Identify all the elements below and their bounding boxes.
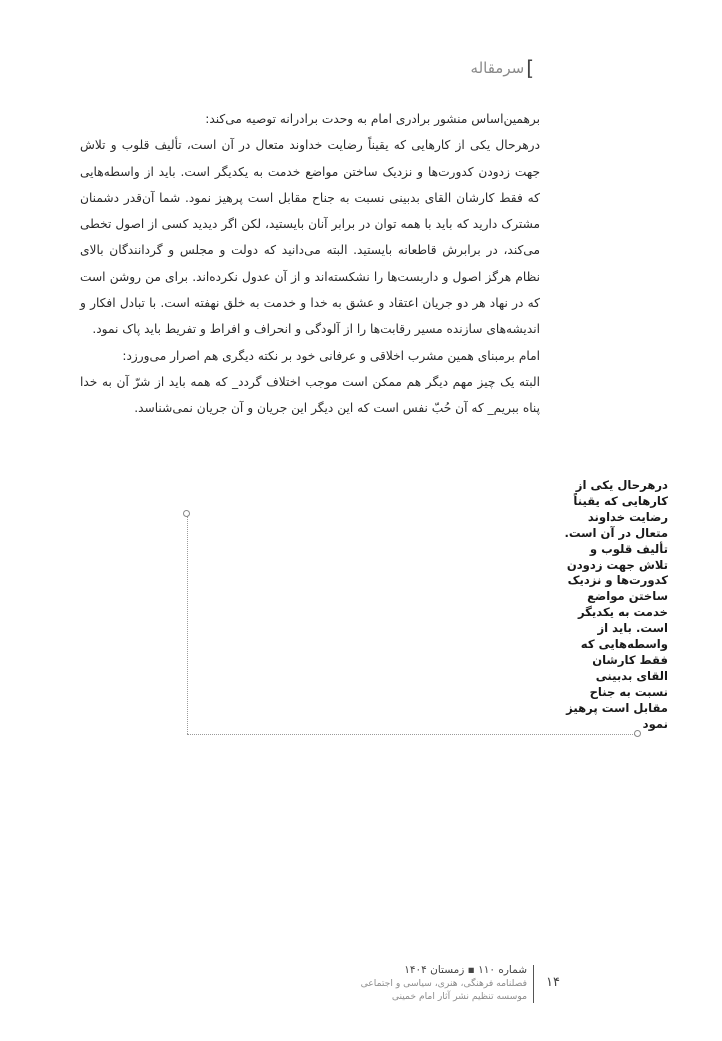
article-body [80, 106, 540, 422]
pull-quote-frame-horizontal-line [187, 734, 637, 735]
pull-quote-frame-vertical-line [187, 516, 188, 734]
section-label [471, 58, 534, 78]
footer-divider [533, 965, 534, 1003]
section-bracket: ] [526, 56, 534, 80]
page-number: ۱۴ [546, 975, 560, 990]
article-paragraph-quote-1: درهرحال یکی از کارهایی که یقیناً رضایت خداوند متعال در آن است، تألیف قلوب و تلاش جهت زدودن کدورت‌ها و نزدیک ساختن مواضع خدمت به یکدیگر است. باید از واسطه‌هایی که فقط کارشان القای بدبینی نسبت به جناح مقابل است پرهیز نمود. شما آن‌قدر دشمنان مشترک دارید که باید با همه توان در برابر آنان بایستید، لکن اگر دیدید کسی از اصول تخطی می‌کند، در برابرش قاطعانه بایستید. البته می‌دانید که دولت و مجلس و گردانندگان بالای نظام هرگز اصول و داربست‌ها را نشکسته‌اند و از آن عدول نکرده‌اند. برای من روشن است که در نهاد هر دو جریان اعتقاد و عشق به خدا و خدمت به خلق نهفته است. با تبادل افکار و اندیشه‌های سازنده مسیر رقابت‌ها را از آلودگی و انحراف و افراط و تفریط باید پاک نمود. [80, 138, 540, 337]
frame-node-right [634, 730, 641, 737]
footer-publisher: موسسه تنظیم نشر آثار امام خمینی [391, 991, 527, 1002]
frame-node-top [183, 510, 190, 517]
article-paragraph-intro: برهمین‌اساس منشور برادری امام به وحدت برادرانه توصیه می‌کند: [205, 112, 540, 126]
article-paragraph-quote-2: البته یک چیز مهم دیگر هم ممکن است موجب اختلاف گردد_ که همه باید از شرّ آن به خدا پناه ببریم_ که آن حُبّ نفس است که این دیگر این جریان و آن جریان نمی‌شناسد. [80, 374, 540, 416]
section-title: سرمقاله [470, 59, 525, 77]
footer-info [361, 963, 527, 1003]
page-footer [330, 963, 560, 1005]
article-paragraph-intro-2: امام برمبنای همین مشرب اخلاقی و عرفانی خود بر نکته دیگری هم اصرار می‌ورزد: [122, 348, 540, 363]
pull-quote: درهرحال یکی از کارهایی که یقیناً رضایت خداوند متعال در آن است. تألیف قلوب و تلاش جهت زدودن کدورت‌ها و نزدیک ساختن مواضع خدمت به یکدیگر است. باید از واسطه‌هایی که فقط کارشان القای بدبینی نسبت به جناح مقابل است پرهیز نمود [564, 478, 668, 731]
footer-publication: فصلنامه فرهنگی، هنری، سیاسی و اجتماعی [360, 978, 527, 989]
footer-issue: شماره ۱۱۰ ▪ زمستان ۱۴۰۴ [404, 964, 527, 976]
